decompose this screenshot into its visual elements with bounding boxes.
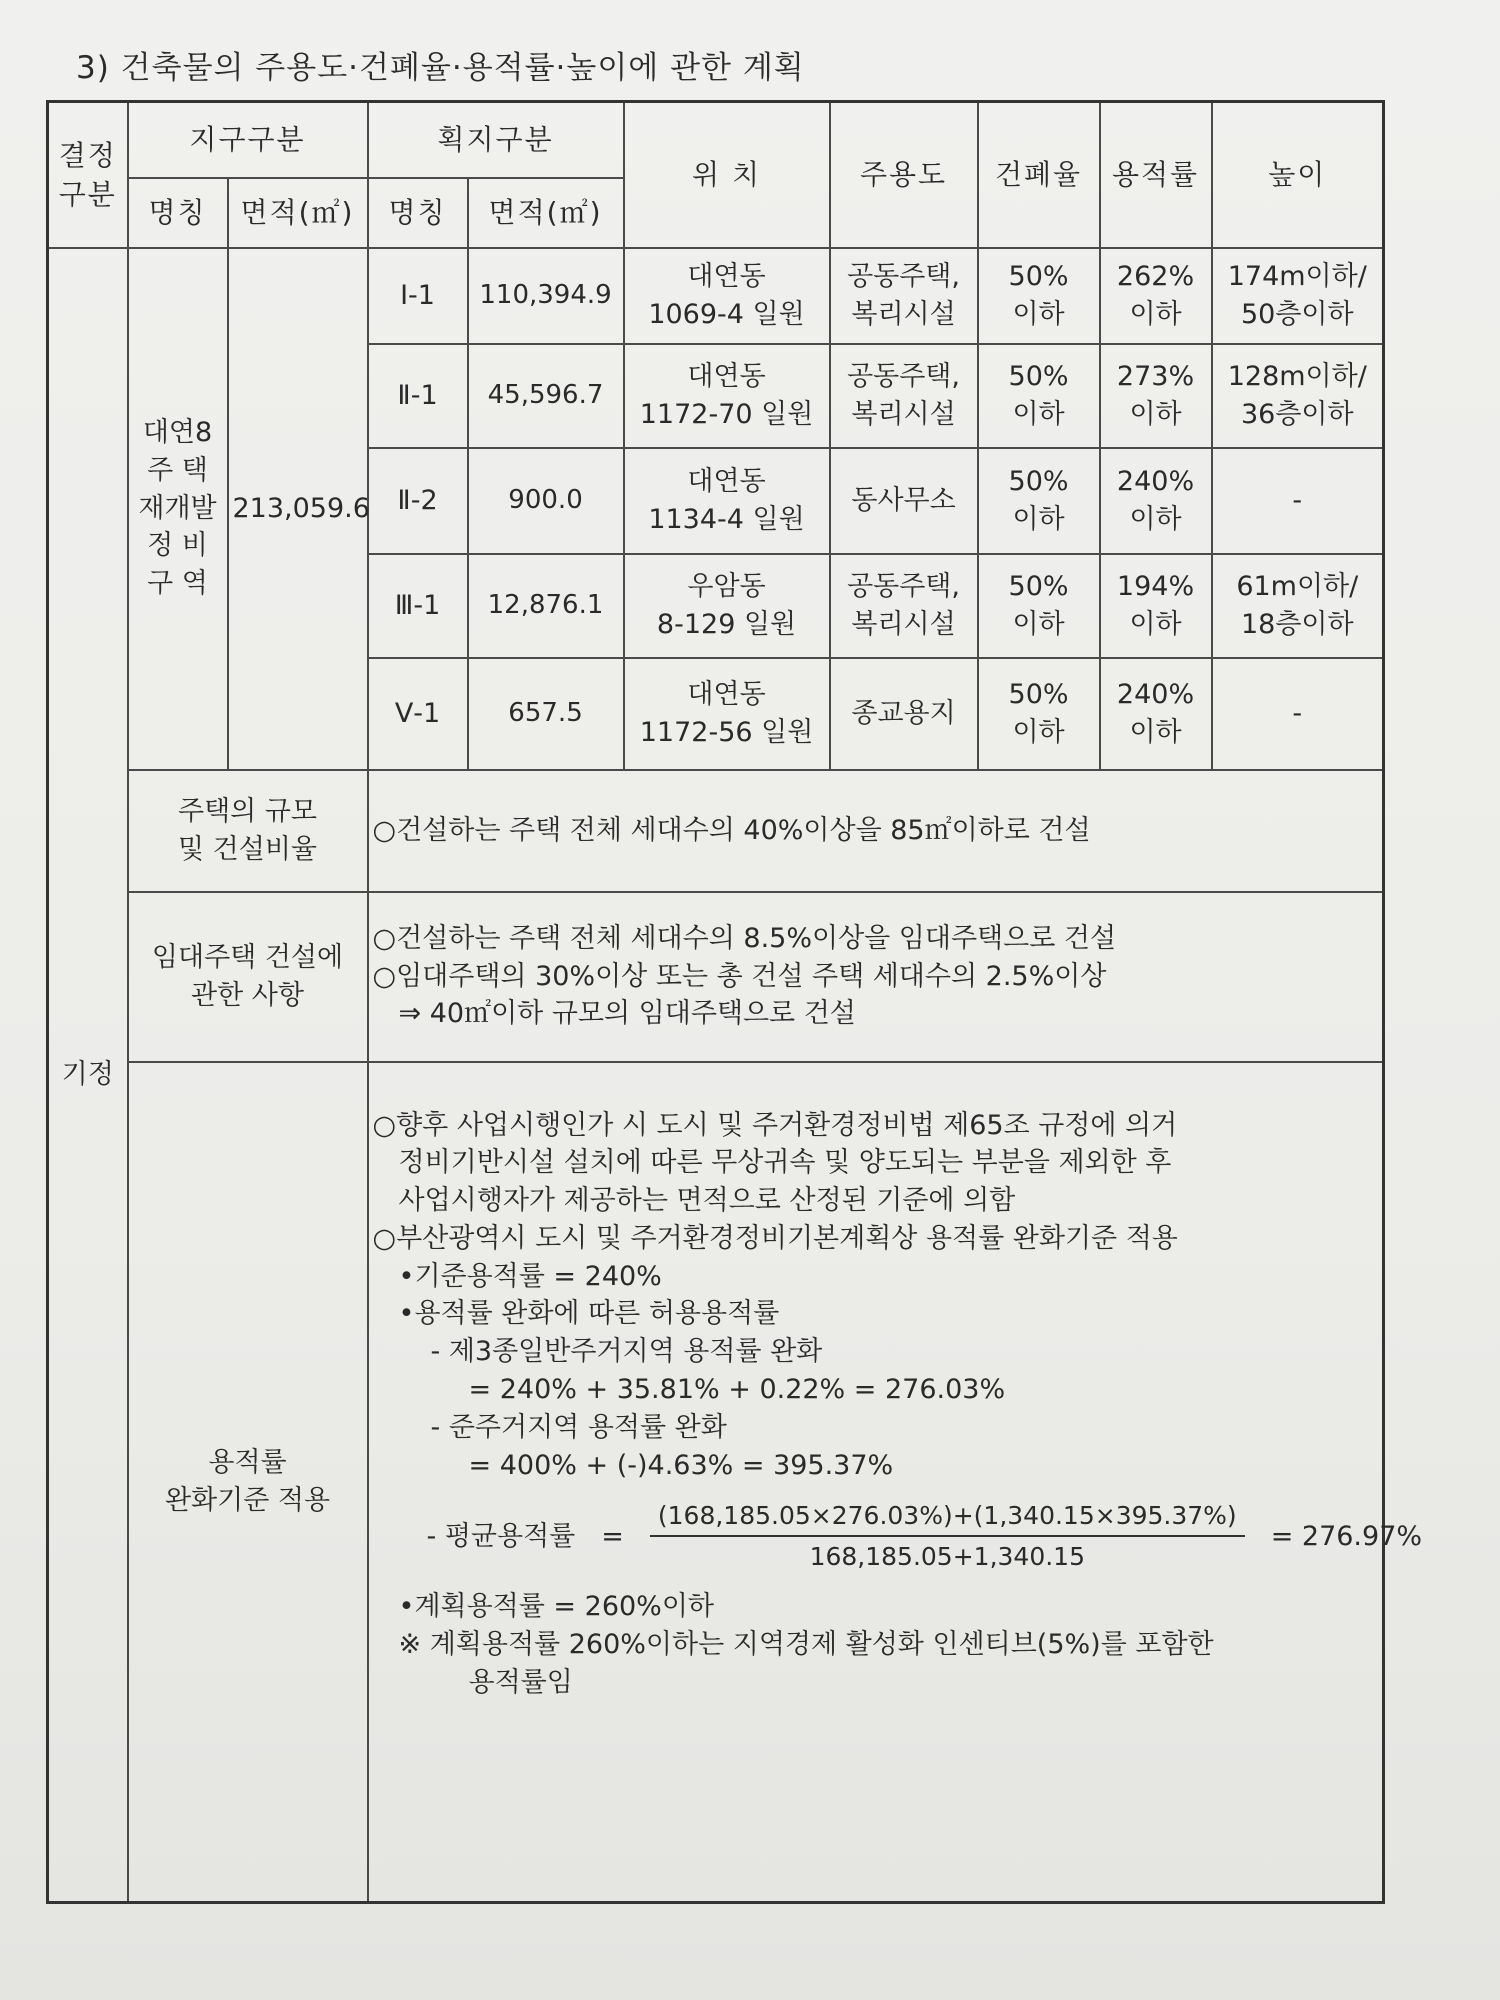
average-far-equals: = xyxy=(601,1520,624,1552)
lot-height: - xyxy=(1212,448,1384,554)
section-title: 3) 건축물의 주용도·건폐율·용적률·높이에 관한 계획 xyxy=(76,50,805,86)
average-far-label: - 평균용적률 xyxy=(426,1520,576,1552)
far-note: 용적률임 xyxy=(468,1667,573,1699)
header-district-name: 명칭 xyxy=(128,178,228,248)
lot-name: Ⅱ-1 xyxy=(368,344,468,448)
housing-scale-text: ○건설하는 주택 전체 세대수의 40%이상을 85㎡이하로 건설 xyxy=(372,814,1091,846)
far-line: ○부산광역시 도시 및 주거환경정비기본계획상 용적률 완화기준 적용 xyxy=(372,1222,1178,1254)
rental-row xyxy=(48,892,1384,1062)
lot-far: 194% 이하 xyxy=(1100,554,1212,658)
far-line: 사업시행자가 제공하는 면적으로 산정된 기준에 의함 xyxy=(398,1185,1016,1217)
far-line: •기준용적률 = 240% xyxy=(398,1260,662,1292)
lot-area: 110,394.9 xyxy=(468,248,624,344)
header-lot-area: 면적(㎡) xyxy=(468,178,624,248)
lot-location: 대연동 1069-4 일원 xyxy=(624,248,830,344)
lot-far: 240% 이하 xyxy=(1100,448,1212,554)
header-district: 지구구분 xyxy=(128,102,368,178)
far-line: 정비기반시설 설치에 따른 무상귀속 및 양도되는 부분을 제외한 후 xyxy=(398,1147,1172,1179)
rental-line: ⇒ 40㎡이하 규모의 임대주택으로 건설 xyxy=(398,998,856,1030)
header-use: 주용도 xyxy=(830,102,978,248)
lot-use: 공동주택, 복리시설 xyxy=(830,248,978,344)
average-far-result: = 276.97% xyxy=(1270,1520,1423,1552)
header-far: 용적률 xyxy=(1100,102,1212,248)
district-area: 213,059.6 xyxy=(228,248,368,770)
far-relax-label: 용적률 완화기준 적용 xyxy=(128,1062,368,1903)
lot-height: 61m이하/ 18층이하 xyxy=(1212,554,1384,658)
far-relax-row xyxy=(48,1062,1384,1903)
lot-area: 900.0 xyxy=(468,448,624,554)
header-decision: 결정 구분 xyxy=(48,102,128,248)
rental-label: 임대주택 건설에 관한 사항 xyxy=(128,892,368,1062)
lot-coverage: 50% 이하 xyxy=(978,658,1100,770)
lot-name: Ⅲ-1 xyxy=(368,554,468,658)
rental-line: ○임대주택의 30%이상 또는 총 건설 주택 세대수의 2.5%이상 xyxy=(372,960,1107,992)
far-line: = 400% + (-)4.63% = 395.37% xyxy=(468,1449,894,1481)
lot-location: 대연동 1172-56 일원 xyxy=(624,658,830,770)
far-relax-content xyxy=(368,1062,1423,1903)
lot-coverage: 50% 이하 xyxy=(978,448,1100,554)
lot-name: Ⅰ-1 xyxy=(368,248,468,344)
lot-height: - xyxy=(1212,658,1384,770)
lot-far: 273% 이하 xyxy=(1100,344,1212,448)
far-line: - 제3종일반주거지역 용적률 완화 xyxy=(430,1336,823,1368)
far-line: - 준주거지역 용적률 완화 xyxy=(430,1411,727,1443)
header-district-area: 면적(㎡) xyxy=(228,178,368,248)
far-line: = 240% + 35.81% + 0.22% = 276.03% xyxy=(468,1374,1006,1406)
lot-coverage: 50% 이하 xyxy=(978,554,1100,658)
lot-far: 240% 이하 xyxy=(1100,658,1212,770)
lot-location: 우암동 8-129 일원 xyxy=(624,554,830,658)
decision-type: 기정 xyxy=(48,248,128,1903)
housing-scale-content xyxy=(368,770,1384,892)
header-row-1 xyxy=(48,102,1384,178)
header-height: 높이 xyxy=(1212,102,1384,248)
lot-name: Ⅴ-1 xyxy=(368,658,468,770)
far-note: ※ 계획용적률 260%이하는 지역경제 활성화 인센티브(5%)를 포함한 xyxy=(398,1629,1214,1661)
planned-far: •계획용적률 = 260%이하 xyxy=(398,1591,714,1623)
header-location: 위 치 xyxy=(624,102,830,248)
district-name: 대연8 주 택 재개발 정 비 구 역 xyxy=(128,248,228,770)
lot-far: 262% 이하 xyxy=(1100,248,1212,344)
lot-area: 657.5 xyxy=(468,658,624,770)
lot-coverage: 50% 이하 xyxy=(978,344,1100,448)
header-coverage: 건폐율 xyxy=(978,102,1100,248)
lot-use: 종교용지 xyxy=(830,658,978,770)
lot-height: 128m이하/ 36층이하 xyxy=(1212,344,1384,448)
far-line: ○향후 사업시행인가 시 도시 및 주거환경정비법 제65조 규정에 의거 xyxy=(372,1109,1178,1141)
header-lot-name: 명칭 xyxy=(368,178,468,248)
lot-name: Ⅱ-2 xyxy=(368,448,468,554)
average-far-formula xyxy=(373,1498,1423,1574)
housing-scale-label: 주택의 규모 및 건설비율 xyxy=(128,770,368,892)
lot-use: 공동주택, 복리시설 xyxy=(830,554,978,658)
lot-height: 174m이하/ 50층이하 xyxy=(1212,248,1384,344)
average-far-denominator: 168,185.05+1,340.15 xyxy=(809,1542,1085,1572)
lot-use: 공동주택, 복리시설 xyxy=(830,344,978,448)
lot-use: 동사무소 xyxy=(830,448,978,554)
far-line: •용적률 완화에 따른 허용용적률 xyxy=(398,1298,780,1330)
lot-area: 12,876.1 xyxy=(468,554,624,658)
average-far-fraction xyxy=(650,1498,1245,1574)
average-far-numerator: (168,185.05×276.03%)+(1,340.15×395.37%) xyxy=(650,1498,1245,1537)
building-plan-table xyxy=(46,100,1423,1904)
lot-coverage: 50% 이하 xyxy=(978,248,1100,344)
rental-line: ○건설하는 주택 전체 세대수의 8.5%이상을 임대주택으로 건설 xyxy=(372,922,1117,954)
lot-row xyxy=(48,248,1384,344)
lot-location: 대연동 1134-4 일원 xyxy=(624,448,830,554)
lot-location: 대연동 1172-70 일원 xyxy=(624,344,830,448)
header-lot: 획지구분 xyxy=(368,102,624,178)
rental-content xyxy=(368,892,1384,1062)
lot-area: 45,596.7 xyxy=(468,344,624,448)
housing-scale-row xyxy=(48,770,1384,892)
